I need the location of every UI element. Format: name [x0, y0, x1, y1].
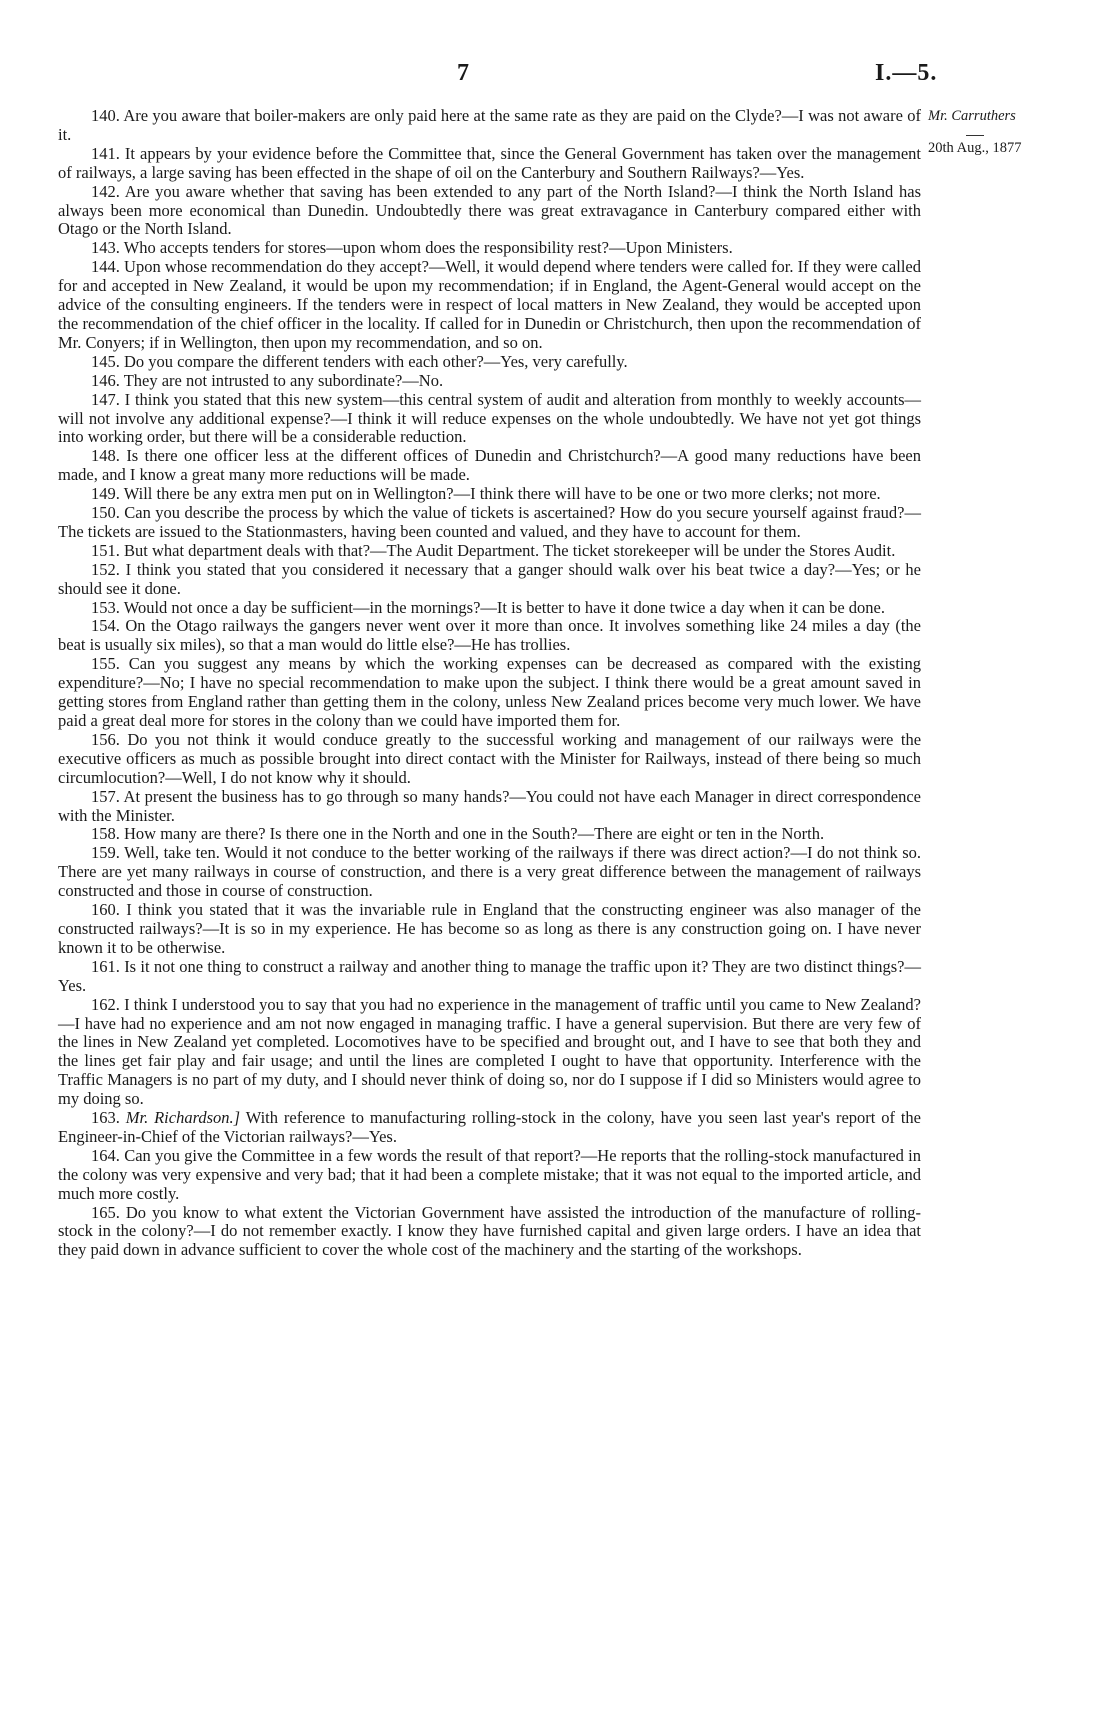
question-paragraph	[58, 1147, 921, 1204]
question-number: 148.	[91, 446, 120, 466]
speaker-name: Mr. Richardson.]	[125, 1108, 241, 1128]
question-paragraph	[58, 107, 921, 145]
question-number: 146.	[91, 370, 120, 390]
question-number: 163.	[91, 1108, 120, 1128]
question-number: 155.	[91, 654, 120, 674]
question-paragraph	[58, 561, 921, 599]
question-paragraph	[58, 504, 921, 542]
question-number: 158.	[91, 824, 120, 844]
question-paragraph	[58, 239, 921, 258]
question-number: 152.	[91, 559, 120, 579]
evidence-text	[58, 107, 921, 1260]
question-text: They are not intrusted to any subordinate?—No.	[123, 370, 444, 390]
question-number: 143.	[91, 238, 120, 258]
question-paragraph	[58, 825, 921, 844]
question-number: 160.	[91, 900, 120, 920]
question-number: 156.	[91, 729, 120, 749]
question-number: 161.	[91, 956, 120, 976]
question-paragraph	[58, 901, 921, 958]
question-text: But what department deals with that?—The Audit Department. The ticket storekeeper will be under the Stores Audit.	[124, 540, 896, 560]
margin-divider	[966, 135, 984, 136]
page-header	[0, 60, 1114, 90]
question-text: Are you aware whether that saving has been extended to any part of the North Island?—I think the North Island has always been more economical than Dunedin. Undoubtedly there was great extravagance in Canterbury compared either with Otago or the North Island.	[58, 181, 922, 239]
question-text: Is it not one thing to construct a railway and another thing to manage the traffic upon it? They are two distinct things?—Yes.	[58, 956, 922, 995]
question-paragraph	[58, 372, 921, 391]
question-text: Upon whose recommendation do they accept?—Well, it would depend where tenders were called for. If they were called for and accepted in New Zealand, it would be upon my recommendation; if in England, the Agent-General would accept on the advice of the consulting engineers. If the tenders were in respect of local matters in New Zealand, they would be accepted upon the recommendation of the chief officer in the locality. If called for in Dunedin or Christchurch, then upon the recommendation of Mr. Conyers; if in Wellington, then upon my recommendation, and so on.	[58, 257, 921, 352]
question-number: 157.	[91, 786, 120, 806]
question-number: 140.	[91, 106, 120, 125]
margin-note	[928, 108, 1078, 157]
question-text: Well, take ten. Would it not conduce to the better working of the railways if there was direct action?—I do not think so. There are yet many railways in course of construction, and there is a very great difference between the management of railways constructed and those in course of construction.	[58, 843, 922, 901]
question-text: Would not once a day be sufficient—in the mornings?—It is better to have it done twice a day when it can be done.	[123, 597, 885, 617]
question-number: 162.	[91, 994, 120, 1014]
question-paragraph	[58, 485, 921, 504]
question-paragraph	[58, 599, 921, 618]
question-paragraph	[58, 542, 921, 561]
question-text: At present the business has to go through so many hands?—You could not have each Manager in direct correspondence with the Minister.	[58, 786, 921, 825]
question-text: I think you stated that this new system—this central system of audit and alteration from monthly to weekly accounts—will not involve any additional expense?—I think it will reduce expenses on the whole undoubtedly. We have not yet got things into working order, but there will be a considerable reduction.	[58, 389, 922, 447]
question-number: 149.	[91, 484, 120, 504]
question-text: Can you give the Committee in a few words the result of that report?—He reports that the rolling-stock manufactured in the colony was very expensive and very bad; that it had been a complete mistake; that it was not equal to the imported article, and much more costly.	[58, 1145, 922, 1203]
question-text: I think you stated that it was the invariable rule in England that the constructing engineer was also manager of the constructed railways?—It is so in my experience. He has become so as long as there is any construction going on. I have never known it to be otherwise.	[58, 900, 921, 957]
question-text: I think I understood you to say that you had no experience in the management of traffic until you came to New Zealand?—I have had no experience and am not now engaged in managing traffic. I have a general supervision. But there are very few of the lines in New Zealand yet completed. Locomotives have to be specified and brought out, and I have to see that both they and the lines get fair play and fair usage; and until the lines are completed I ought to have that opportunity. Interference with the Traffic Managers is no part of my duty, and I should never think of doing so, nor do I suppose if I did so Ministers would agree to my doing so.	[58, 994, 921, 1109]
question-text: Can you describe the process by which the value of tickets is ascertained? How do you secure yourself against fraud?—The tickets are issued to the Stationmasters, having been counted and valued, and they have to account for them.	[58, 503, 921, 541]
question-paragraph	[58, 183, 921, 240]
question-paragraph	[58, 655, 921, 731]
question-paragraph	[58, 145, 921, 183]
question-number: 147.	[91, 389, 120, 409]
question-text: Who accepts tenders for stores—upon whom does the responsibility rest?—Upon Ministers.	[123, 238, 733, 258]
question-paragraph	[58, 1204, 921, 1261]
question-text: Do you compare the different tenders with each other?—Yes, very carefully.	[124, 351, 628, 371]
page-reference: I.—5.	[875, 60, 938, 86]
question-number: 165.	[91, 1202, 120, 1222]
question-text: Can you suggest any means by which the working expenses can be decreased as compared with the existing expenditure?—No; I have no special recommendation to make upon the subject. I think there would be a great amount saved in getting stores from England rather than getting them in the colony, unless New Zealand prices become very much lower. We have paid a great deal more for stores in the colony than we could have imported them for.	[58, 654, 921, 730]
question-number: 150.	[91, 503, 120, 523]
question-text: How many are there? Is there one in the North and one in the South?—There are eight or ten in the North.	[124, 824, 825, 844]
page-number: 7	[457, 60, 469, 86]
question-number: 151.	[91, 540, 120, 560]
question-paragraph	[58, 844, 921, 901]
hearing-date: 20th Aug., 1877	[928, 140, 1022, 156]
question-number: 164.	[91, 1145, 120, 1165]
question-number: 142.	[91, 181, 120, 201]
question-paragraph	[58, 353, 921, 372]
question-number: 154.	[91, 616, 120, 636]
question-paragraph	[58, 1109, 921, 1147]
question-paragraph	[58, 447, 921, 485]
question-paragraph	[58, 996, 921, 1109]
question-paragraph	[58, 788, 921, 826]
question-text: On the Otago railways the gangers never went over it more than once. It involves something like 24 miles a day (the beat is usually six miles), so that a man would do little else?—He has trollies.	[58, 616, 922, 655]
question-text: Do you not think it would conduce greatly to the successful working and management of our railways were the executive officers as much as possible brought into direct contact with the Minister for Railways, instead of there being so much circumlocution?—Well, I do not know why it should.	[58, 729, 922, 787]
question-text: I think you stated that you considered it necessary that a ganger should walk over his beat twice a day?—Yes; or he should see it done.	[58, 559, 921, 598]
question-text: Are you aware that boiler-makers are only paid here at the same rate as they are paid on the Clyde?—I was not aware of it.	[58, 106, 921, 144]
witness-name: Mr. Carruthers	[928, 108, 1016, 124]
question-paragraph	[58, 258, 921, 353]
question-number: 153.	[91, 597, 120, 617]
question-text: Will there be any extra men put on in Wellington?—I think there will have to be one or two more clerks; not more.	[123, 484, 881, 504]
question-paragraph	[58, 391, 921, 448]
question-text: With reference to manufacturing rolling-stock in the colony, have you seen last year's report of the Engineer-in-Chief of the Victorian railways?—Yes.	[58, 1108, 922, 1146]
question-text: Is there one officer less at the different offices of Dunedin and Christchurch?—A good many reductions have been made, and I know a great many more reductions will be made.	[58, 446, 921, 485]
question-number: 145.	[91, 351, 120, 371]
question-text: It appears by your evidence before the Committee that, since the General Government has taken over the management of railways, a large saving has been effected in the shape of oil on the Canterbury and Southern Railways?—Yes.	[58, 143, 921, 182]
question-paragraph	[58, 958, 921, 996]
question-number: 159.	[91, 843, 120, 863]
question-text: Do you know to what extent the Victorian Government have assisted the introduction of the manufacture of rolling-stock in the colony?—I do not remember exactly. I know they have furnished capital and given large orders. I have an idea that they paid down in advance sufficient to cover the whole cost of the machinery and the starting of the workshops.	[58, 1202, 922, 1260]
question-paragraph	[58, 617, 921, 655]
question-paragraph	[58, 731, 921, 788]
question-number: 144.	[91, 257, 120, 277]
question-number: 141.	[91, 143, 120, 163]
